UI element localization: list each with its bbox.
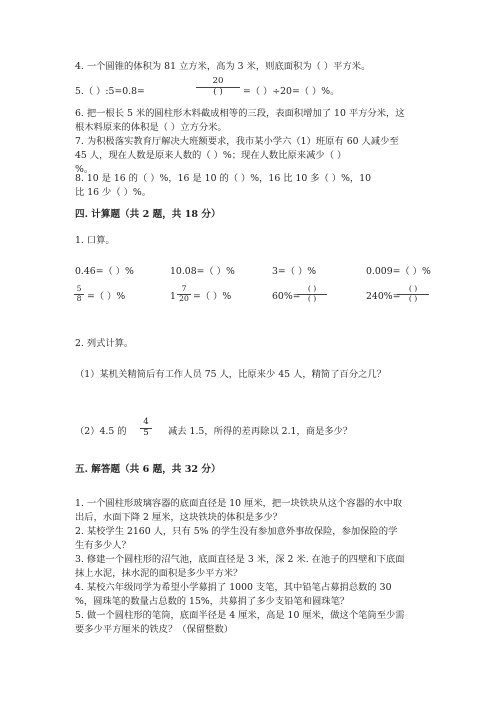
question-5-suffix: =（ ）÷20=（ ）%。 <box>243 86 340 97</box>
section-4-title: 四. 计算题（共 2 题，共 18 分） <box>75 209 221 220</box>
section-5-title: 五. 解答题（共 6 题，共 32 分） <box>75 464 221 475</box>
question-7-line-2: 45 人，现在人数是原来人数的（ ）%；现在人数比原来减少（ ） <box>75 150 347 161</box>
oral-fraction-blank-1: ( ) ( ) <box>297 285 327 303</box>
oral-fraction-blank-2: ( ) ( ) <box>397 285 429 303</box>
oral-item-2: 10.08=（ ）% <box>170 266 235 277</box>
question-6-line-2: 根木料原来的体积是（ ）立方分米。 <box>75 122 227 133</box>
question-5-fraction <box>196 77 240 98</box>
oral-item-5-rest: =（ ）% <box>87 291 126 302</box>
question-8-line-1: 8. 10 是 16 的（ ）%，16 是 10 的（ ）%，16 比 10 多（ ）%，10 <box>75 173 372 184</box>
answer-line-10: 要多少平方厘米的铁皮？（保留整数） <box>75 624 234 635</box>
question-7-line-3: %。 <box>75 164 94 175</box>
answer-line-5: 3. 修建一个圆柱形的沼气池，底面直径是 3 米，深 2 米. 在池子的四壁和下底面 <box>75 554 405 565</box>
oral-item-6-whole: 1 <box>170 291 176 302</box>
oral-item-8-prefix: 240%= <box>366 291 401 302</box>
question-8-line-2: 比 16 少（ ）%。 <box>75 187 152 198</box>
answer-line-3: 2. 某校学生 2160 人，只有 5% 的学生没有参加意外事故保险，参加保险的学 <box>75 526 398 537</box>
section-4-sub-1: 1. 口算。 <box>75 235 115 246</box>
answer-line-4: 生有多少人？ <box>75 540 131 551</box>
answer-line-1: 1. 一个圆柱形玻璃容器的底面直径是 10 厘米，把一块铁块从这个容器的水中取 <box>75 498 403 509</box>
oral-item-1: 0.46=（ ）% <box>75 266 134 277</box>
fraction-numerator: 20 <box>196 77 240 88</box>
question-4: 4. 一个圆锥的体积为 81 立方米，高为 3 米，则底面积为（ ）平方米。 <box>75 61 371 72</box>
oral-item-7-prefix: 60%= <box>272 291 301 302</box>
calc-question-1: （1）某机关精简后有工作人员 75 人，比原来少 45 人，精简了百分之几？ <box>75 369 387 380</box>
oral-fraction-5-8: $\frac{5}{8}$ <box>74 285 84 303</box>
oral-item-4: 0.009=（ ）% <box>366 266 431 277</box>
fraction-denominator: ( ) <box>213 86 223 97</box>
answer-line-9: 5. 做一个圆柱形的笔筒，底面半径是 4 厘米，高是 10 厘米，做这个笔筒至少需 <box>75 610 405 621</box>
answer-line-7: 4. 某校六年级同学为希望小学募捐了 1000 支笔，其中铅笔占募捐总数的 30 <box>75 582 392 593</box>
section-4-sub-2: 2. 列式计算。 <box>75 338 134 349</box>
oral-item-3: 3=（ ）% <box>272 266 317 277</box>
question-6-line-1: 6. 把一根长 5 米的圆柱形木料截成相等的三段，表面积增加了 10 平方分米，这 <box>75 108 405 119</box>
answer-line-6: 抹上水泥，抹水泥的面积是多少平方米？ <box>75 568 243 579</box>
calc-question-2-fraction: $\frac{4}{5}$ <box>140 418 152 439</box>
oral-fraction-7-20: $\frac{7}{20}$ <box>177 285 191 303</box>
question-5-prefix: 5.（ ）:5=0.8= <box>75 86 145 97</box>
answer-line-2: 出后，水面下降 2 厘米，这块铁块的体积是多少？ <box>75 512 283 523</box>
oral-item-6-rest: =（ ）% <box>193 291 232 302</box>
question-7-line-1: 7. 为积极落实教育厅解决大班额要求，我市某小学六（1）班原有 60 人减少至 <box>75 136 399 147</box>
answer-line-8: %，圆珠笔的数量占总数的 15%，共募捐了多少支铅笔和圆珠笔？ <box>75 596 350 607</box>
calc-question-2-prefix: （2）4.5 的 <box>75 426 127 437</box>
calc-question-2-suffix: 减去 1.5，所得的差再除以 2.1，商是多少？ <box>168 426 353 437</box>
